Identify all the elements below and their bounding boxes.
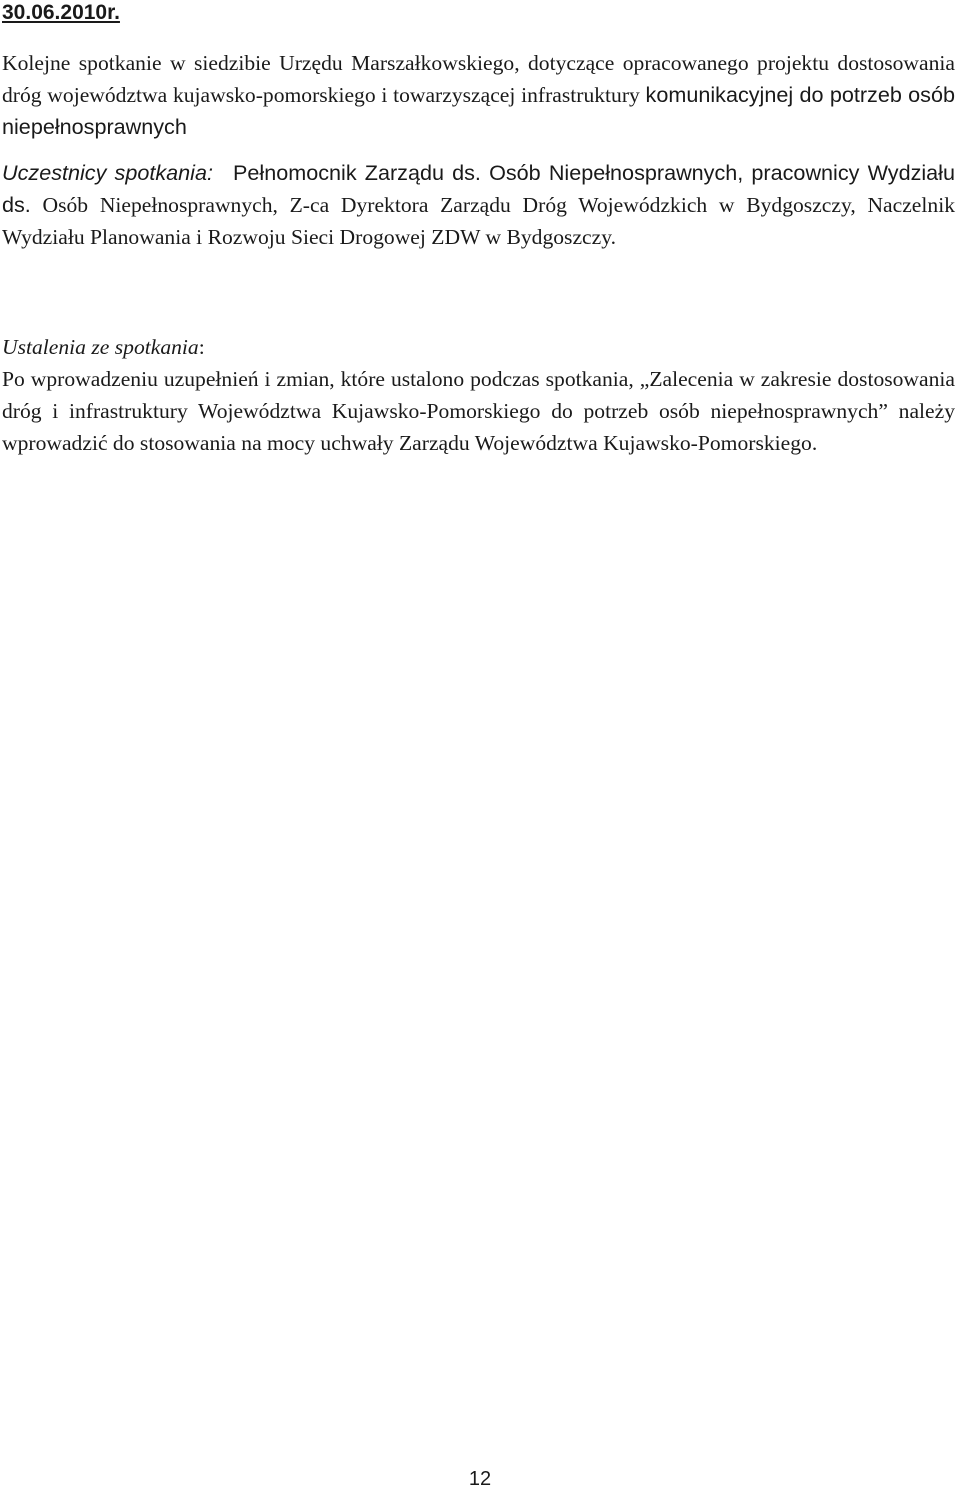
participants-paragraph — [2, 157, 955, 253]
intro-paragraph — [2, 47, 955, 143]
intro-text-part2: komunikacyjnej do potrzeb osób niepełnosprawnych — [2, 82, 955, 139]
participants-text-part1: Pełnomocnik Zarządu ds. Osób Niepełnosprawnych, pracownicy Wydziału ds. — [2, 160, 955, 217]
meeting-date: 30.06.2010r. — [2, 1, 120, 24]
findings-paragraph — [2, 331, 955, 459]
findings-text: Po wprowadzeniu uzupełnień i zmian, które ustalono podczas spotkania, „Zalecenia w zakresie dostosowania dróg i infrastruktury Województwa Kujawsko-Pomorskiego do potrzeb osób niepełnosprawnych” należy wprowadzić do stosowania na mocy uchwały Zarządu Województwa Kujawsko-Pomorskiego. — [2, 367, 955, 455]
document-page — [2, 0, 955, 459]
page-number: 12 — [468, 1468, 492, 1490]
intro-text-part1: Kolejne spotkanie w siedzibie Urzędu Marszałkowskiego, dotyczące opracowanego projektu dostosowania dróg województwa kujawsko-pomorskiego i towarzyszącej infrastruktury — [2, 51, 955, 107]
findings-label: Ustalenia ze spotkania — [2, 335, 199, 359]
participants-label: Uczestnicy spotkania: — [2, 160, 213, 185]
findings-colon: : — [198, 335, 205, 359]
participants-text-part2: Osób Niepełnosprawnych, Z-ca Dyrektora Zarządu Dróg Wojewódzkich w Bydgoszczy, Naczelnik Wydziału Planowania i Rozwoju Sieci Drogowej ZDW w Bydgoszczy. — [2, 193, 955, 249]
